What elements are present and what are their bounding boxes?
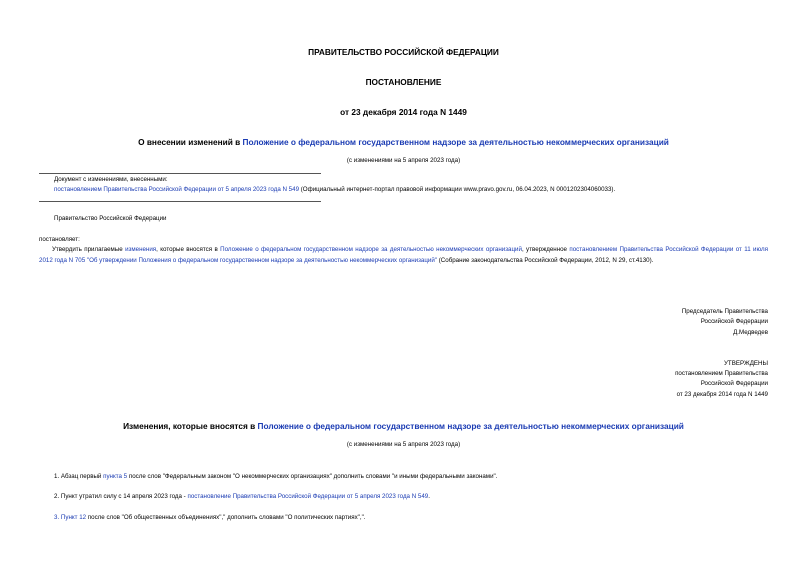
item2-text-2: . <box>428 493 430 500</box>
signature-title-2: Российской Федерации <box>700 318 768 325</box>
annex-item-1 <box>54 473 497 480</box>
amended-note: (с изменениями на 5 апреля 2023 года) <box>346 157 461 164</box>
approve-text-2: , которые вносятся в <box>156 246 221 253</box>
approve-text-1: Утвердить прилагаемые <box>52 246 126 253</box>
changes-link[interactable]: постановлением Правительства Российской Федерации от 5 апреля 2023 года N 549 <box>54 186 300 193</box>
separator-top <box>39 173 321 174</box>
decrees-line: постановляет: <box>39 236 80 243</box>
decree-705-link[interactable]: постановлением Правительства Российской Федерации от 11 июля 2012 года N 705 "Об утверждении Положения о федеральном государственном надзоре за деятельностью некоммерческих организаций" <box>39 246 768 264</box>
item3-number-link[interactable]: 3. <box>54 514 60 521</box>
changes-rest: (Официальный интернет-портал правовой информации www.pravo.gov.ru, 06.04.2023, N 0001202304060033). <box>299 186 616 193</box>
signature-name: Д.Медведев <box>733 329 768 336</box>
changes-annex-link[interactable]: изменения <box>125 246 157 253</box>
annex-title <box>0 421 807 431</box>
separator-bottom <box>39 201 321 202</box>
issuer-line: Правительство Российской Федерации <box>54 215 167 222</box>
annex-title-link[interactable]: Положение о федеральном государственном надзоре за деятельностью некоммерческих организаций <box>257 421 684 431</box>
approve-text-4: (Собрание законодательства Российской Федерации, 2012, N 29, ст.4130). <box>437 256 654 264</box>
regulation-link[interactable]: Положение о федеральном государственном надзоре за деятельностью некоммерческих организаций <box>220 246 522 253</box>
item1-text-2: после слов "Федеральным законом "О некоммерческих организациях" дополнить словами "и иными федеральными законами". <box>127 473 498 480</box>
item1-text-1: 1. Абзац первый <box>54 473 104 480</box>
org-heading: ПРАВИТЕЛЬСТВО РОССИЙСКОЙ ФЕДЕРАЦИИ <box>308 47 499 57</box>
annex-item-2 <box>54 493 430 500</box>
approved-line-3: Российской Федерации <box>700 380 768 387</box>
annex-title-prefix: Изменения, которые вносятся в <box>123 421 258 431</box>
date-number-heading: от 23 декабря 2014 года N 1449 <box>340 107 467 117</box>
doc-type-heading: ПОСТАНОВЛЕНИЕ <box>365 77 442 87</box>
item2-text-1: 2. Пункт утратил силу с 14 апреля 2023 года - <box>54 493 188 500</box>
signature-title-1: Председатель Правительства <box>681 308 768 315</box>
document-title <box>0 137 807 147</box>
title-link[interactable]: Положение о федеральном государственном надзоре за деятельностью некоммерческих организаций <box>242 137 669 147</box>
changes-source <box>54 186 615 193</box>
item1-point5-link[interactable]: пункта 5 <box>103 473 128 480</box>
item3-point12-link[interactable]: Пункт 12 <box>60 514 87 521</box>
approved-label: УТВЕРЖДЕНЫ <box>724 360 768 367</box>
approved-line-2: постановлением Правительства <box>675 370 768 377</box>
item3-text-2: после слов "Об общественных объединениях"," дополнить словами "О политических партиях",". <box>86 514 366 521</box>
item2-decree-link[interactable]: постановление Правительства Российской Федерации от 5 апреля 2023 года N 549 <box>187 493 429 500</box>
approve-text-3: , утвержденное <box>521 246 570 253</box>
annex-amended-note: (с изменениями на 5 апреля 2023 года) <box>346 441 461 448</box>
annex-item-3 <box>54 514 366 521</box>
approved-line-4: от 23 декабря 2014 года N 1449 <box>676 391 768 398</box>
title-prefix: О внесении изменений в <box>138 137 243 147</box>
changes-label: Документ с изменениями, внесенными: <box>54 176 168 183</box>
approve-paragraph <box>39 245 768 266</box>
